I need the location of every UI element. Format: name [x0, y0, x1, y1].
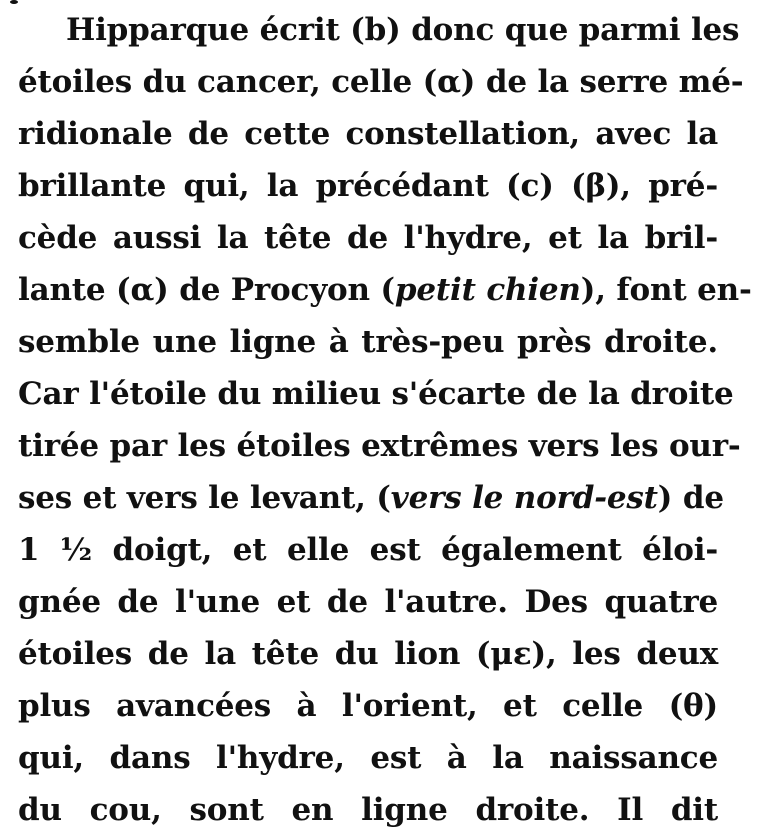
- text-line: qui, dans l'hydre, est à la naissance: [18, 740, 718, 776]
- text-line: ses et vers le levant, (vers le nord-est) de: [18, 480, 724, 516]
- text-line: Hipparque écrit (b) donc que parmi les: [66, 12, 740, 48]
- text-line: semble une ligne à très-peu près droite.: [18, 324, 718, 360]
- text-line: étoiles du cancer, celle (α) de la serre mé-: [18, 64, 744, 100]
- italic-phrase: vers le nord-est: [390, 480, 658, 516]
- text-line: 1 ½ doigt, et elle est également éloi-: [18, 532, 718, 568]
- text-line: lante (α) de Procyon (petit chien), font en-: [18, 272, 752, 308]
- text-line: Car l'étoile du milieu s'écarte de la droite: [18, 376, 734, 412]
- text-line: cède aussi la tête de l'hydre, et la bril-: [18, 220, 718, 256]
- text-line: du cou, sont en ligne droite. Il dit: [18, 792, 718, 828]
- ink-speck: [10, 0, 18, 4]
- paragraph-text: [18, 4, 752, 836]
- text-line: plus avancées à l'orient, et celle (θ): [18, 688, 718, 724]
- text-line: ridionale de cette constellation, avec la: [18, 116, 718, 152]
- text-line: étoiles de la tête du lion (με), les deux: [18, 636, 718, 672]
- text-line: tirée par les étoiles extrêmes vers les our-: [18, 428, 741, 464]
- italic-phrase: petit chien: [394, 272, 581, 308]
- text-line: brillante qui, la précédant (c) (β), pré-: [18, 168, 718, 204]
- text-line: gnée de l'une et de l'autre. Des quatre: [18, 584, 718, 620]
